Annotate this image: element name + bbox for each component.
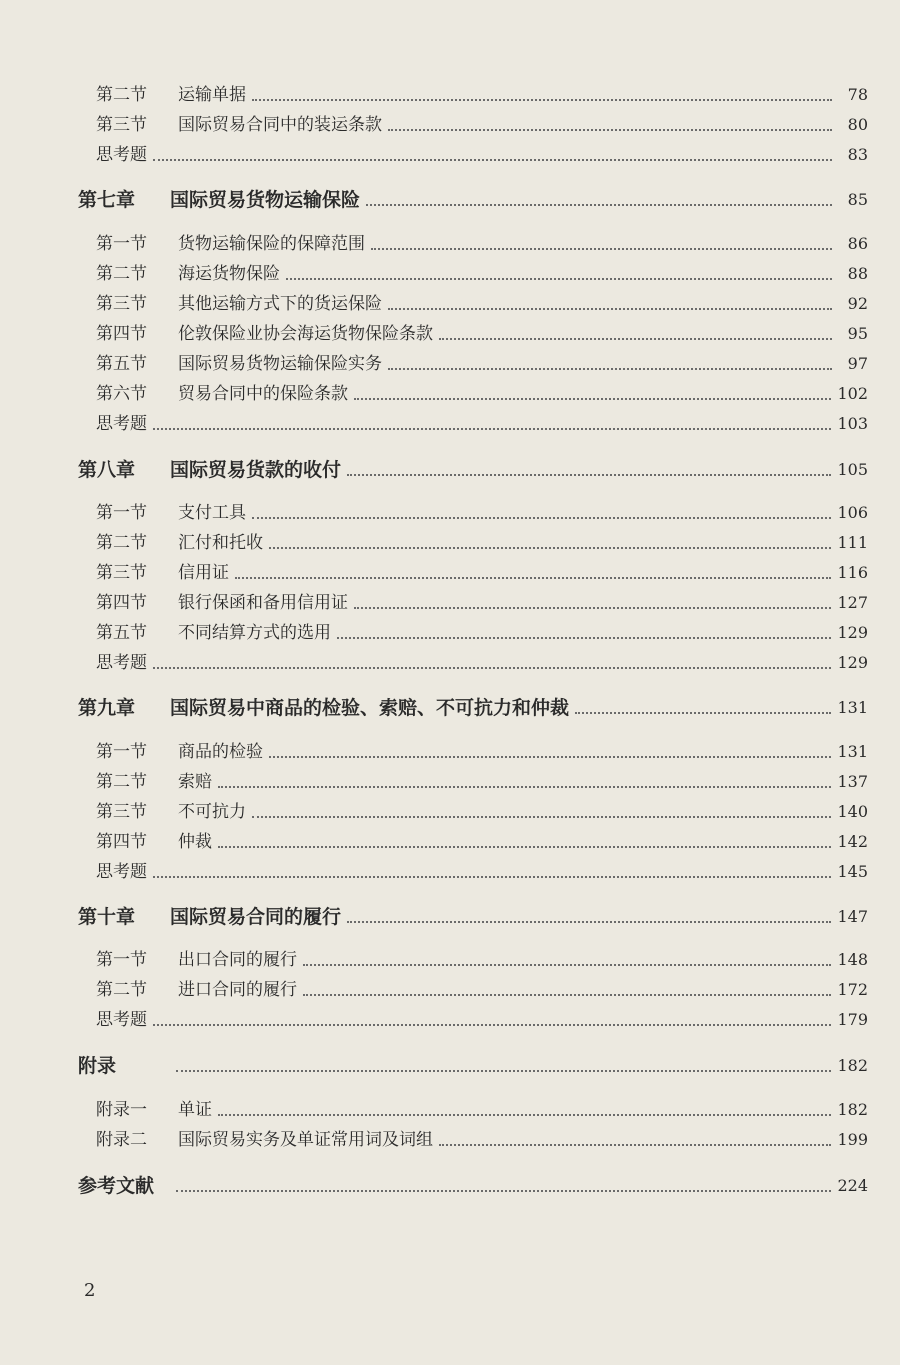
entry-number: 第一节 xyxy=(96,234,147,254)
entry-label xyxy=(78,618,331,648)
entry-page-number: 83 xyxy=(847,145,868,164)
toc-chapter-entry xyxy=(78,185,868,215)
entry-page-number: 78 xyxy=(847,85,868,104)
entry-page-number: 140 xyxy=(837,802,868,821)
dot-leader xyxy=(388,307,832,310)
dot-leader xyxy=(286,277,832,280)
entry-title: 不同结算方式的选用 xyxy=(178,623,331,643)
entry-title: 不可抗力 xyxy=(178,802,246,822)
toc-section-entry xyxy=(78,827,868,857)
dot-leader xyxy=(354,397,831,400)
entry-page-number: 182 xyxy=(837,1056,868,1075)
entry-number: 第二节 xyxy=(96,533,147,553)
toc-section-entry xyxy=(78,1095,868,1125)
entry-number: 第二节 xyxy=(96,772,147,792)
entry-number: 第一节 xyxy=(96,742,147,762)
entry-label xyxy=(78,827,212,857)
toc-section-entry xyxy=(78,767,868,797)
entry-label xyxy=(78,185,360,215)
entry-number: 第二节 xyxy=(96,264,147,284)
entry-title: 国际贸易货款的收付 xyxy=(170,459,342,481)
entry-title: 国际贸易合同的履行 xyxy=(170,906,342,928)
entry-label xyxy=(78,1005,147,1035)
entry-number: 第七章 xyxy=(78,189,136,211)
entry-page-number: 148 xyxy=(837,950,868,969)
entry-label xyxy=(78,945,297,975)
toc-chapter-entry xyxy=(78,902,868,932)
entry-title: 进口合同的履行 xyxy=(178,980,297,1000)
entry-number: 第四节 xyxy=(96,832,147,852)
entry-label xyxy=(78,528,263,558)
entry-title: 国际贸易货物运输保险 xyxy=(170,189,361,211)
entry-title: 伦敦保险业协会海运货物保险条款 xyxy=(178,324,433,344)
entry-page-number: 131 xyxy=(837,698,868,717)
entry-title: 运输单据 xyxy=(178,85,246,105)
dot-leader xyxy=(176,1069,831,1072)
entry-label xyxy=(78,498,246,528)
entry-number: 第三节 xyxy=(96,802,147,822)
dot-leader xyxy=(153,427,831,430)
dot-leader xyxy=(218,785,831,788)
entry-number: 第三节 xyxy=(96,294,147,314)
entry-label xyxy=(78,289,382,319)
entry-number: 第五节 xyxy=(96,623,147,643)
toc-questions-entry xyxy=(78,648,868,678)
dot-leader xyxy=(218,1113,831,1116)
toc-section-entry xyxy=(78,528,868,558)
entry-label xyxy=(78,379,348,409)
entry-number: 第二节 xyxy=(96,85,147,105)
entry-page-number: 97 xyxy=(847,354,868,373)
entry-page-number: 129 xyxy=(837,653,868,672)
entry-title: 思考题 xyxy=(96,145,147,165)
toc-questions-entry xyxy=(78,1005,868,1035)
toc-section-entry xyxy=(78,259,868,289)
dot-leader xyxy=(153,1023,831,1026)
entry-title: 商品的检验 xyxy=(178,742,263,762)
entry-page-number: 182 xyxy=(837,1100,868,1119)
entry-label xyxy=(78,80,246,110)
dot-leader xyxy=(354,606,831,609)
toc-chapter-entry xyxy=(78,693,868,723)
entry-page-number: 224 xyxy=(837,1176,868,1195)
entry-page-number: 127 xyxy=(837,593,868,612)
entry-number: 第二节 xyxy=(96,980,147,1000)
entry-page-number: 105 xyxy=(837,460,868,479)
entry-title: 思考题 xyxy=(96,1010,147,1030)
dot-leader xyxy=(371,247,832,250)
toc-section-entry xyxy=(78,1125,868,1155)
toc-section-entry xyxy=(78,379,868,409)
toc-section-entry xyxy=(78,797,868,827)
entry-title: 海运货物保险 xyxy=(178,264,280,284)
entry-page-number: 142 xyxy=(837,832,868,851)
entry-number: 第一节 xyxy=(96,503,147,523)
entry-number: 第三节 xyxy=(96,563,147,583)
entry-page-number: 80 xyxy=(847,115,868,134)
entry-page-number: 103 xyxy=(837,414,868,433)
entry-number: 第四节 xyxy=(96,324,147,344)
toc-section-entry xyxy=(78,80,868,110)
entry-page-number: 116 xyxy=(837,563,868,582)
entry-page-number: 111 xyxy=(837,533,868,552)
dot-leader xyxy=(153,666,831,669)
entry-title: 支付工具 xyxy=(178,503,246,523)
entry-title: 索赔 xyxy=(178,772,212,792)
dot-leader xyxy=(252,516,831,519)
toc-section-entry xyxy=(78,558,868,588)
entry-title: 其他运输方式下的货运保险 xyxy=(178,294,382,314)
toc-section-entry xyxy=(78,110,868,140)
entry-title: 信用证 xyxy=(178,563,229,583)
dot-leader xyxy=(575,711,831,714)
toc-section-entry xyxy=(78,945,868,975)
entry-number: 附录二 xyxy=(96,1130,147,1150)
entry-page-number: 179 xyxy=(837,1010,868,1029)
toc-questions-entry xyxy=(78,409,868,439)
toc-section-entry xyxy=(78,229,868,259)
dot-leader xyxy=(269,546,831,549)
dot-leader xyxy=(252,815,831,818)
entry-title: 银行保函和备用信用证 xyxy=(178,593,348,613)
entry-page-number: 131 xyxy=(837,742,868,761)
entry-page-number: 92 xyxy=(847,294,868,313)
dot-leader xyxy=(269,755,831,758)
entry-label xyxy=(78,110,382,140)
dot-leader xyxy=(388,367,832,370)
entry-label xyxy=(78,409,147,439)
entry-label xyxy=(78,140,147,170)
entry-number: 第五节 xyxy=(96,354,147,374)
entry-number: 第三节 xyxy=(96,115,147,135)
entry-label xyxy=(78,693,569,723)
entry-title: 国际贸易货物运输保险实务 xyxy=(178,354,382,374)
entry-page-number: 85 xyxy=(847,190,868,209)
entry-label xyxy=(78,558,229,588)
dot-leader xyxy=(337,636,831,639)
entry-label xyxy=(78,1095,212,1125)
toc-questions-entry xyxy=(78,140,868,170)
entry-label xyxy=(78,737,263,767)
entry-label xyxy=(78,588,348,618)
entry-title: 出口合同的履行 xyxy=(178,950,297,970)
dot-leader xyxy=(439,1143,831,1146)
entry-label xyxy=(78,259,280,289)
entry-title: 国际贸易中商品的检验、索赔、不可抗力和仲裁 xyxy=(170,697,570,719)
dot-leader xyxy=(388,128,832,131)
toc-section-entry xyxy=(78,618,868,648)
entry-label xyxy=(78,229,365,259)
entry-number: 参考文献 xyxy=(78,1175,155,1197)
entry-label xyxy=(78,455,341,485)
entry-page-number: 199 xyxy=(837,1130,868,1149)
dot-leader xyxy=(176,1189,831,1192)
entry-title: 思考题 xyxy=(96,653,147,673)
toc-questions-entry xyxy=(78,857,868,887)
dot-leader xyxy=(303,993,831,996)
toc-section-entry xyxy=(78,588,868,618)
toc-section-entry xyxy=(78,498,868,528)
toc-chapter-entry xyxy=(78,1171,868,1201)
dot-leader xyxy=(153,158,832,161)
entry-page-number: 95 xyxy=(847,324,868,343)
dot-leader xyxy=(252,98,832,101)
entry-number: 第四节 xyxy=(96,593,147,613)
entry-title: 汇付和托收 xyxy=(178,533,263,553)
toc-section-entry xyxy=(78,349,868,379)
entry-label xyxy=(78,767,212,797)
entry-number: 第九章 xyxy=(78,697,136,719)
entry-title: 单证 xyxy=(178,1100,212,1120)
entry-label xyxy=(78,902,341,932)
toc-section-entry xyxy=(78,289,868,319)
entry-label xyxy=(78,349,382,379)
entry-number: 附录 xyxy=(78,1055,117,1077)
toc-section-entry xyxy=(78,319,868,349)
entry-title: 仲裁 xyxy=(178,832,212,852)
toc-chapter-entry xyxy=(78,1051,868,1081)
entry-page-number: 102 xyxy=(837,384,868,403)
entry-title: 思考题 xyxy=(96,862,147,882)
entry-page-number: 147 xyxy=(837,907,868,926)
entry-label xyxy=(78,797,246,827)
entry-number: 第六节 xyxy=(96,384,147,404)
dot-leader xyxy=(366,203,832,206)
entry-number: 第八章 xyxy=(78,459,136,481)
entry-title: 货物运输保险的保障范围 xyxy=(178,234,365,254)
toc-section-entry xyxy=(78,975,868,1005)
entry-number: 第一节 xyxy=(96,950,147,970)
entry-page-number: 88 xyxy=(847,264,868,283)
dot-leader xyxy=(218,845,831,848)
dot-leader xyxy=(347,473,831,476)
entry-label xyxy=(78,1171,170,1201)
entry-number: 第十章 xyxy=(78,906,136,928)
page-number: 2 xyxy=(84,1280,96,1301)
dot-leader xyxy=(303,963,831,966)
entry-number: 附录一 xyxy=(96,1100,147,1120)
dot-leader xyxy=(347,920,831,923)
entry-label xyxy=(78,975,297,1005)
entry-page-number: 172 xyxy=(837,980,868,999)
entry-title: 国际贸易实务及单证常用词及词组 xyxy=(178,1130,433,1150)
entry-label xyxy=(78,319,433,349)
entry-label xyxy=(78,1125,433,1155)
toc-section-entry xyxy=(78,737,868,767)
entry-page-number: 129 xyxy=(837,623,868,642)
entry-page-number: 137 xyxy=(837,772,868,791)
entry-label xyxy=(78,857,147,887)
entry-page-number: 106 xyxy=(837,503,868,522)
entry-title: 思考题 xyxy=(96,414,147,434)
dot-leader xyxy=(153,875,831,878)
dot-leader xyxy=(235,576,831,579)
entry-title: 国际贸易合同中的装运条款 xyxy=(178,115,382,135)
entry-label xyxy=(78,1051,170,1081)
entry-title: 贸易合同中的保险条款 xyxy=(178,384,348,404)
toc-chapter-entry xyxy=(78,455,868,485)
entry-page-number: 86 xyxy=(847,234,868,253)
entry-page-number: 145 xyxy=(837,862,868,881)
entry-label xyxy=(78,648,147,678)
dot-leader xyxy=(439,337,832,340)
